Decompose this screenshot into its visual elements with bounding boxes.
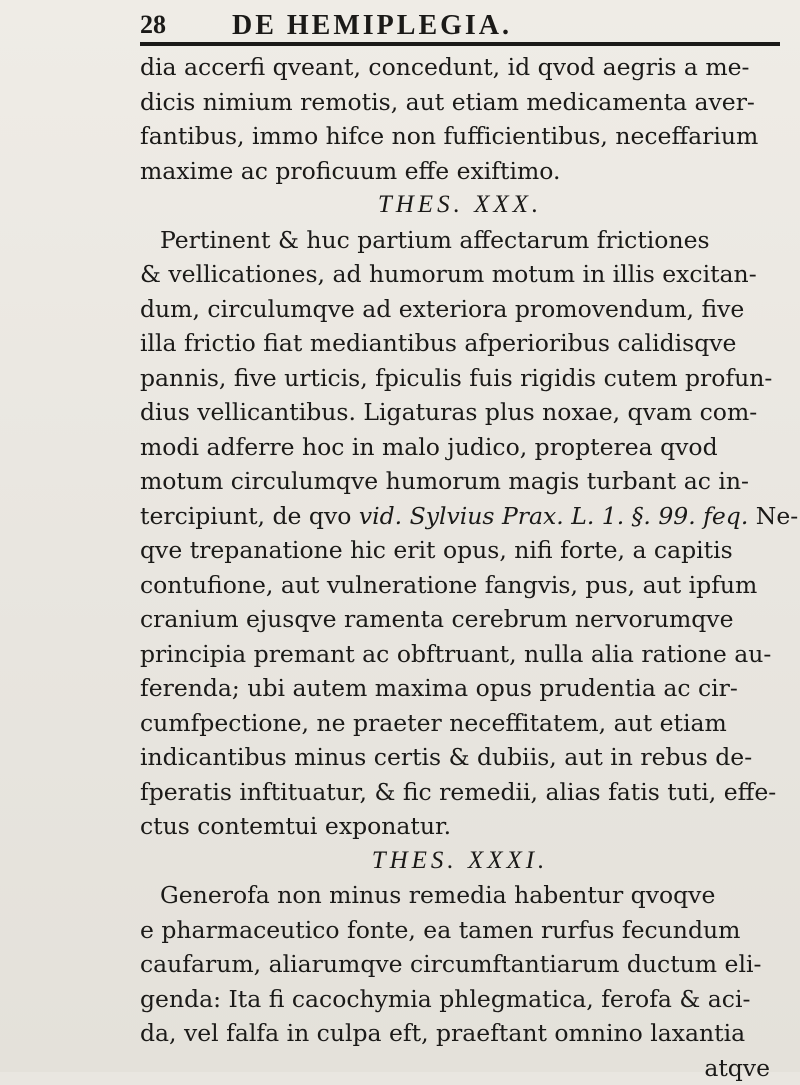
text-line: qve trepanatione hic erit opus, nifi forte, a capitis: [140, 533, 780, 568]
text-line: indicantibus minus certis & dubiis, aut in rebus de-: [140, 740, 780, 775]
text-line: fperatis inftituatur, & fic remedii, alias fatis tuti, effe-: [140, 775, 780, 810]
text-line: pannis, five urticis, fpiculis fuis rigidis cutem profun-: [140, 361, 780, 396]
thesis-heading-30: THES. XXX.: [140, 188, 780, 223]
text-line: maxime ac proficuum effe exiftimo.: [140, 154, 780, 189]
text-line: caufarum, aliarumqve circumftantiarum ductum eli-: [140, 947, 780, 982]
text-fragment: Ne-: [748, 502, 798, 530]
running-head: [140, 10, 780, 44]
text-line: fantibus, immo hifce non fufficientibus, neceffarium: [140, 119, 780, 154]
text-line: cumfpectione, ne praeter neceffitatem, aut etiam: [140, 706, 780, 741]
text-line-with-citation: [140, 499, 780, 534]
text-line: motum circulumqve humorum magis turbant ac in-: [140, 464, 780, 499]
text-line: principia premant ac obftruant, nulla alia ratione au-: [140, 637, 780, 672]
text-line: da, vel falfa in culpa eft, praeftant omnino laxantia: [140, 1016, 780, 1051]
text-line: Generofa non minus remedia habentur qvoqve: [140, 878, 780, 913]
running-title: DE HEMIPLEGIA.: [232, 10, 512, 42]
text-line: & vellicationes, ad humorum motum in illis excitan-: [140, 257, 780, 292]
text-line: genda: Ita fi cacochymia phlegmatica, ferofa & aci-: [140, 982, 780, 1017]
text-line: contufione, aut vulneratione fangvis, pus, aut ipfum: [140, 568, 780, 603]
text-line: dius vellicantibus. Ligaturas plus noxae, qvam com-: [140, 395, 780, 430]
citation-reference: vid. Sylvius Prax. L. 1. §. 99. feq.: [359, 502, 748, 530]
text-line: Pertinent & huc partium affectarum frictiones: [140, 223, 780, 258]
text-line: dia accerfi qveant, concedunt, id qvod aegris a me-: [140, 50, 780, 85]
text-line: e pharmaceutico fonte, ea tamen rurfus fecundum: [140, 913, 780, 948]
text-line: dicis nimium remotis, aut etiam medicamenta aver-: [140, 85, 780, 120]
text-line: illa frictio fiat mediantibus afperioribus calidisqve: [140, 326, 780, 361]
page-number: 28: [140, 10, 166, 40]
text-line: dum, circulumqve ad exteriora promovendum, five: [140, 292, 780, 327]
thesis-heading-31: THES. XXXI.: [140, 844, 780, 879]
catchword: atqve: [140, 1051, 780, 1085]
text-line: ferenda; ubi autem maxima opus prudentia ac cir-: [140, 671, 780, 706]
text-line: cranium ejusqve ramenta cerebrum nervorumqve: [140, 602, 780, 637]
text-line: ctus contemtui exponatur.: [140, 809, 780, 844]
header-rule: [140, 42, 780, 46]
text-line: modi adferre hoc in malo judico, propterea qvod: [140, 430, 780, 465]
body-text: [140, 50, 780, 1085]
text-fragment: tercipiunt, de qvo: [140, 502, 359, 530]
